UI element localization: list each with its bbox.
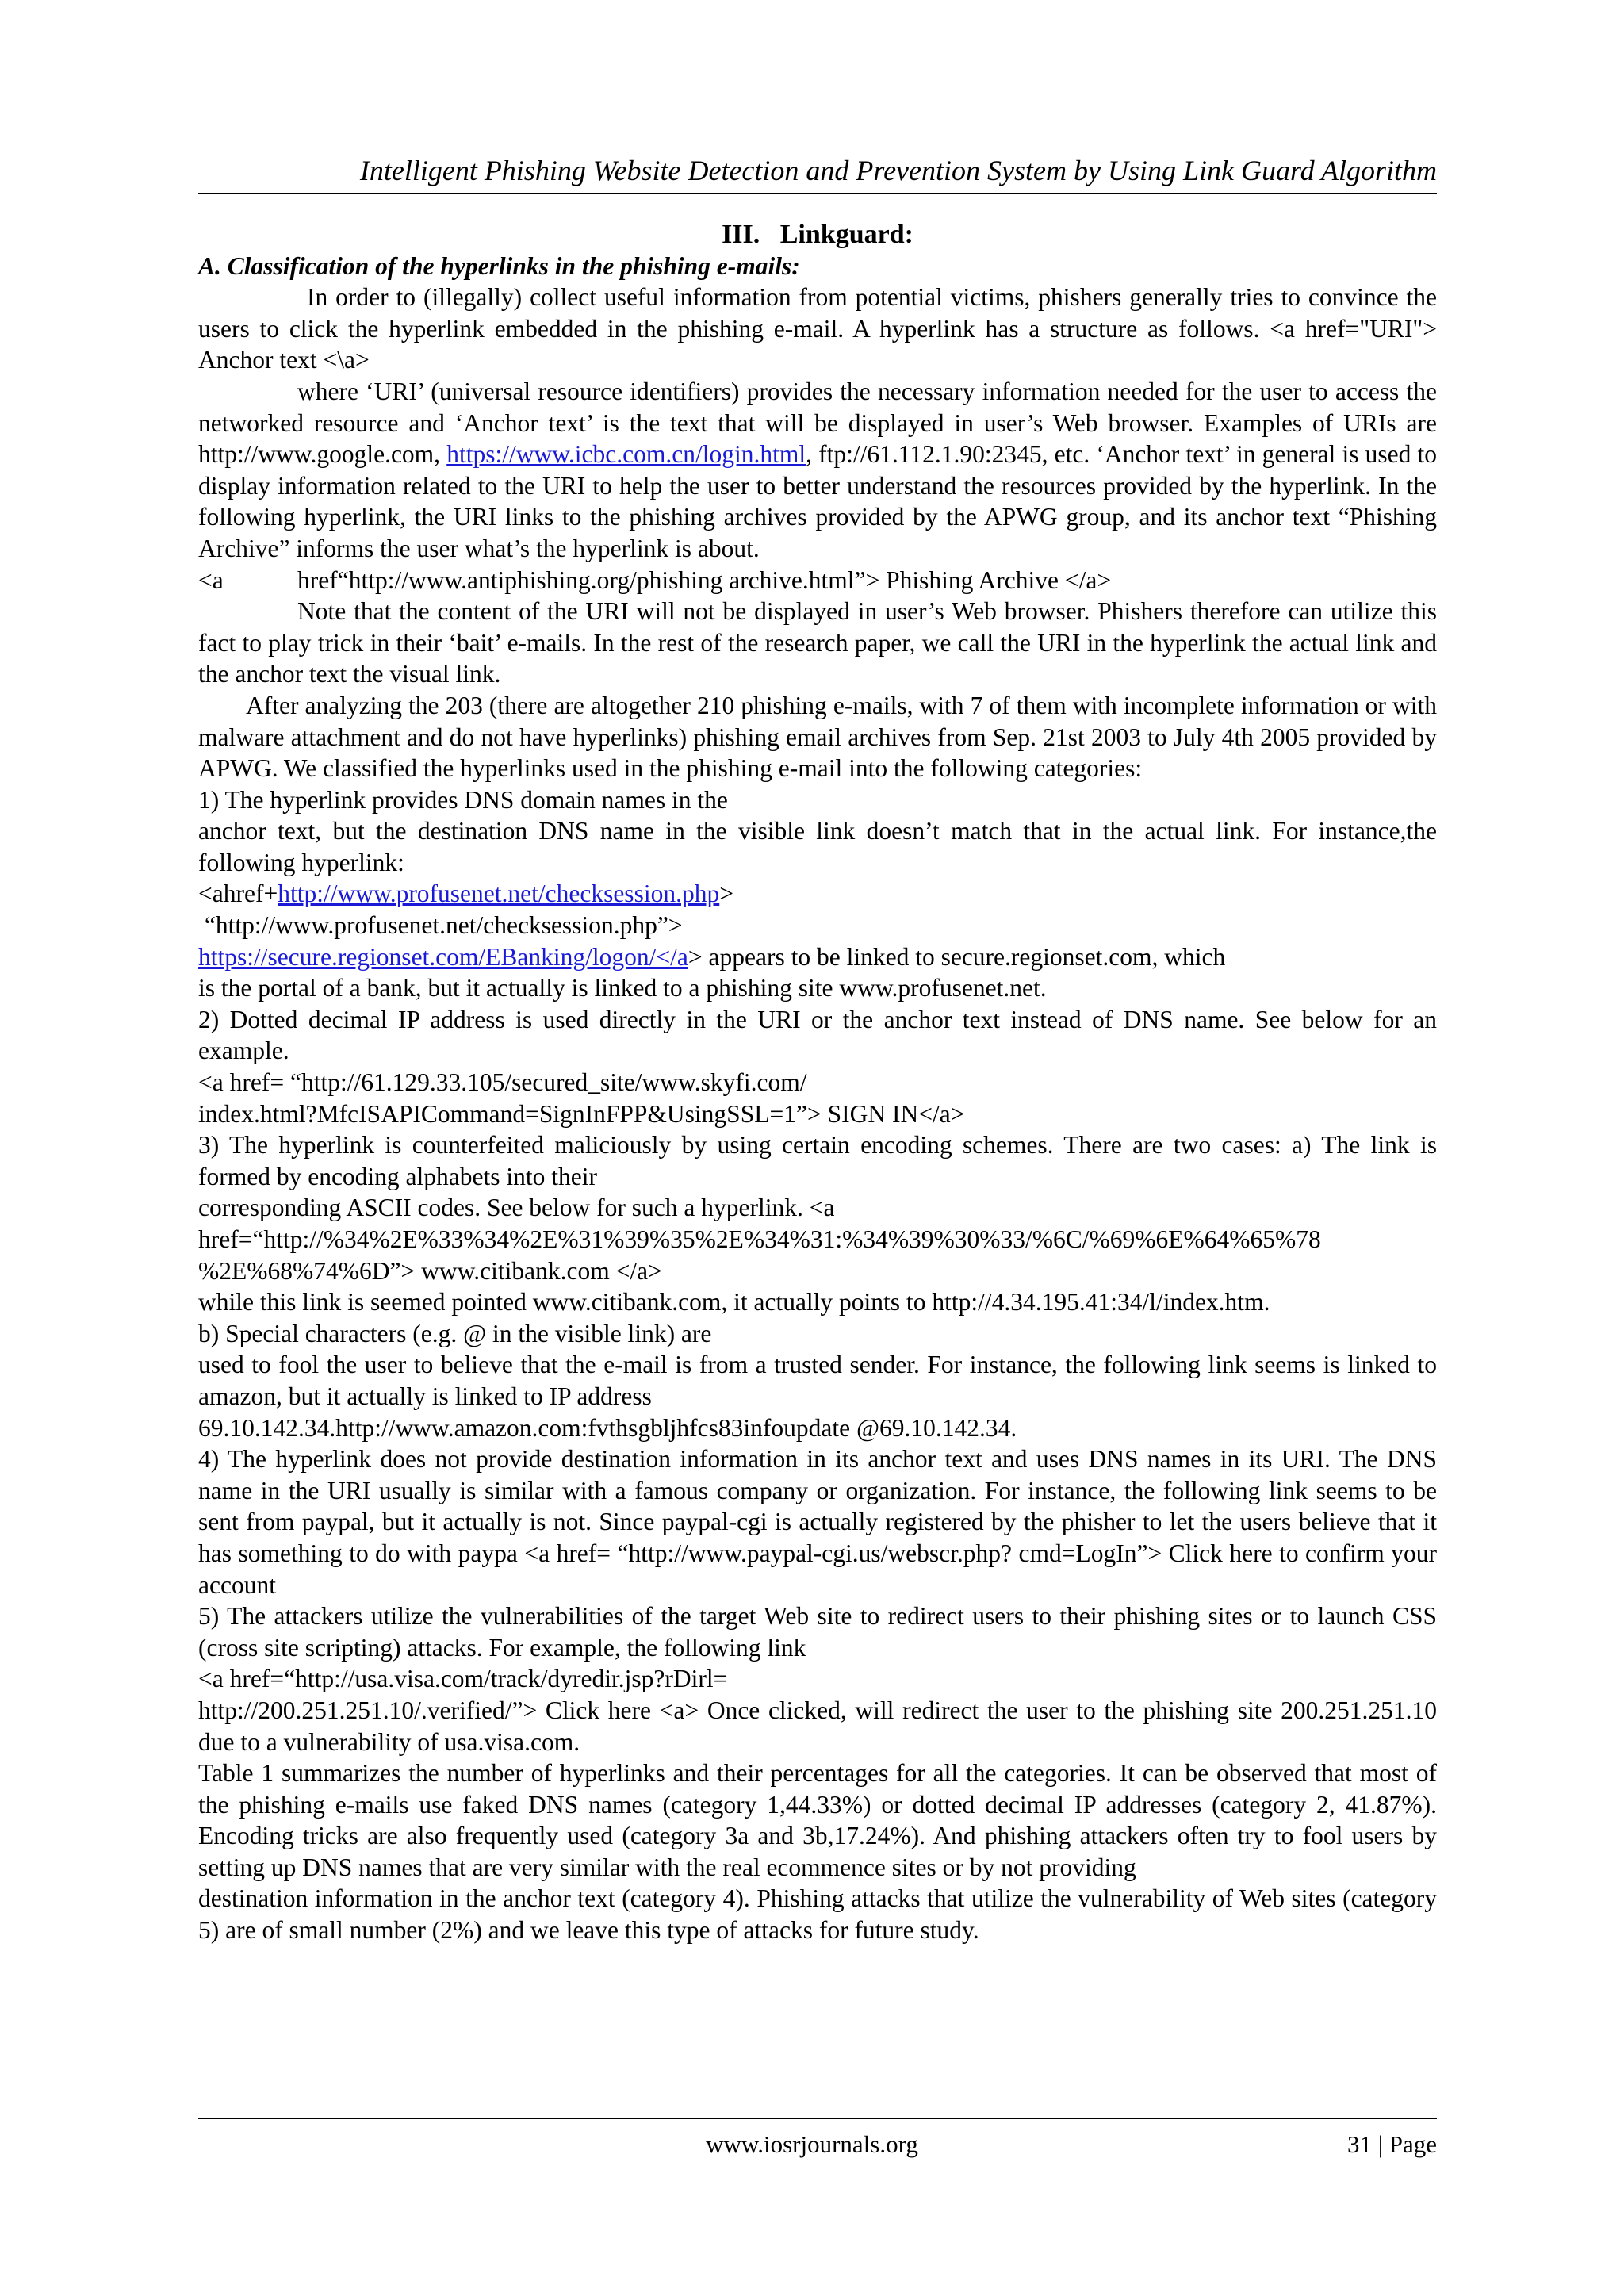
category-2-text: 2) Dotted decimal IP address is used directly in the URI or the anchor text instead of DNS name. See below for an example. [198,1005,1437,1065]
category-4-text: 4) The hyperlink does not provide destination information in its anchor text and uses DNS names in its URI. The DNS name in the URI usually is similar with a famous company or organization. For instance, the following link seems to be sent from paypal, but it actually is not. Since paypal-cgi is actually registered by the phisher to let the users believe that it has something to do with paypa <a href= “http://www.paypal-cgi.us/webscr.php? cmd=LogIn”> Click here to confirm your account [198,1445,1437,1599]
uri-text-before: where ‘URI’ (universal resource identifiers) provides the necessary information needed for the user to access the networked resource and ‘Anchor text’ is the text that will be displayed in user’s Web browser. Examples of URIs are http://www.google.com, [198,377,1437,469]
category-3b-text: used to fool the user to believe that the e-mail is from a trusted sender. For instance, the following link seems is linked to amazon, but it actually is linked to IP address [198,1351,1437,1410]
example-tag-open: <a [198,565,224,594]
category-1-example-2: “http://www.profusenet.net/checksession.php”> [198,911,683,940]
paragraph-hyperlink-structure: In order to (illegally) collect useful information from potential victims, phishers generally tries to convince the users to click the hyperlink embedded in the phishing e-mail. A hyperlink has a structure as follows. <a href="URI"> Anchor text <\a> [198,283,1437,374]
category-3b-example: 69.10.142.34.http://www.amazon.com:fvthsgbljhfcs83infoupdate @69.10.142.34. [198,1413,1017,1442]
icbc-login-link[interactable]: https://www.icbc.com.cn/login.html [446,440,806,469]
category-5-text: 5) The attackers utilize the vulnerabilities of the target Web site to redirect users to their phishing sites or to launch CSS (cross site scripting) attacks. For example, the following link [198,1602,1437,1662]
category-1-text: anchor text, but the destination DNS name in the visible link doesn’t match that in the actual link. For instance,the following hyperlink: [198,817,1437,876]
summary-paragraph-end: destination information in the anchor text (category 4). Phishing attacks that utilize the vulnerability of Web sites (category 5) are of small number (2%) and we leave this type of attacks for future study. [198,1884,1437,1945]
paragraph-uri-definition [198,376,1437,565]
category-3-encoded-href: href=“http://%34%2E%33%34%2E%31%39%35%2E%34%31:%34%39%30%33/%6C/%69%6E%64%65%78 [198,1225,1321,1253]
uri-text-after: , ftp://61.112.1.90:2345, etc. ‘Anchor text’ in general is used to display information related to the URI to help the user to better understand the resources provided by the hyperlink. In the following hyperlink, the URI links to the phishing archives provided by the APWG group, and its anchor text “Phishing Archive” informs the user what’s the hyperlink is about. [198,440,1437,562]
category-3-encoded-href-end: %2E%68%74%6D”> www.citibank.com </a> [198,1256,662,1285]
category-1-example-3 [198,941,1437,973]
category-5-example-2: http://200.251.251.10/.verified/”> Click here <a> Once clicked, will redirect the user to the phishing site 200.251.251.10 due to a vulnerability of usa.visa.com. [198,1696,1437,1756]
paragraph-uri-hidden: Note that the content of the URI will not be displayed in user’s Web browser. Phishers therefore can utilize this fact to play trick in their ‘bait’ e-mails. In the rest of the research paper, we call the URI in the hyperlink the actual link and the anchor text the visual link. [198,597,1437,688]
category-1-example-1 [198,878,1437,910]
paragraph-analysis: After analyzing the 203 (there are altogether 210 phishing e-mails, with 7 of them with incomplete information or with malware attachment and do not have hyperlinks) phishing email archives from Sep. 21st 2003 to July 4th 2005 provided by APWG. We classified the hyperlinks used in the phishing e-mail into the following categories: [198,691,1437,783]
header-divider [198,193,1437,194]
category-2-example-2: index.html?MfcISAPICommand=SignInFPP&UsingSSL=1”> SIGN IN</a> [198,1099,965,1128]
section-title: III. Linkguard: [722,220,914,249]
category-3-line-2: corresponding ASCII codes. See below for such a hyperlink. <a [198,1194,835,1222]
category-1-conclusion: is the portal of a bank, but it actually is linked to a phishing site www.profusenet.net. [198,974,1047,1002]
category-3-explanation: while this link is seemed pointed www.citibank.com, it actually points to http://4.34.195.41:34/l/index.htm. [198,1288,1270,1317]
example-prefix: <ahref+ [198,880,278,908]
summary-paragraph: Table 1 summarizes the number of hyperlinks and their percentages for all the categories. It can be observed that most of the phishing e-mails use faked DNS names (category 1,44.33%) or dotted decimal IP addresses (category 2, 41.87%). Encoding tricks are also frequently used (category 3a and 3b,17.24%). And phishing attackers often try to fool users by setting up DNS names that are very similar with the real ecommence sites or by not providing [198,1759,1437,1881]
example-href: href“http://www.antiphishing.org/phishing archive.html”> Phishing Archive </a> [297,565,1112,594]
antiphishing-example [198,565,1437,596]
regionset-link[interactable]: https://secure.regionset.com/EBanking/logon/</a [198,942,688,971]
article-body [198,219,1437,1946]
category-2-example-1: <a href= “http://61.129.33.105/secured_site/www.skyfi.com/ [198,1068,807,1097]
footer-divider [198,2118,1437,2119]
footer-website: www.iosrjournals.org [706,2130,918,2158]
footer-page-number: 31 | Page [1347,2130,1437,2158]
running-header-title: Intelligent Phishing Website Detection and Prevention System by Using Link Guard Algorithm [359,155,1437,186]
category-5-example-1: <a href=“http://usa.visa.com/track/dyredir.jsp?rDirl= [198,1665,728,1693]
category-3-text: 3) The hyperlink is counterfeited maliciously by using certain encoding schemes. There are two cases: a) The link is formed by encoding alphabets into their [198,1131,1437,1190]
example-suffix: > appears to be linked to secure.regionset.com, which [688,942,1226,971]
category-3b-intro: b) Special characters (e.g. @ in the visible link) are [198,1319,712,1347]
example-suffix: > [719,880,733,908]
category-1-intro: 1) The hyperlink provides DNS domain names in the [198,785,728,814]
profusenet-link[interactable]: http://www.profusenet.net/checksession.php [278,880,720,908]
subsection-heading: A. Classification of the hyperlinks in the phishing e-mails: [198,251,800,280]
